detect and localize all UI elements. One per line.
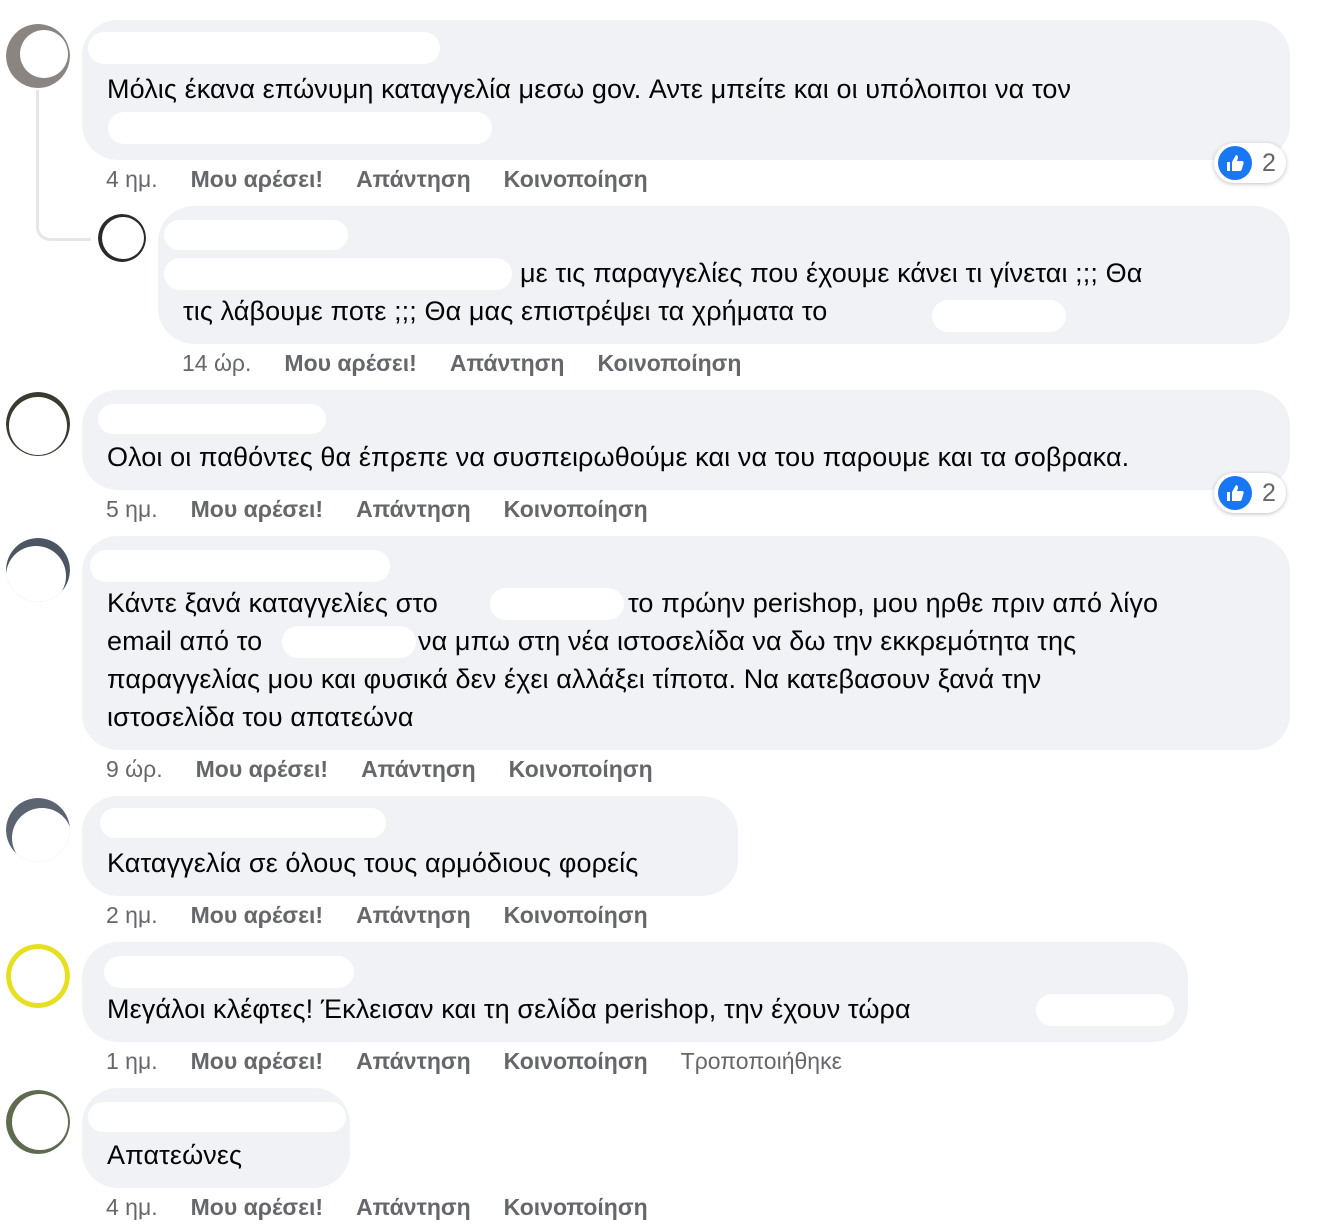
comment-timestamp[interactable]: 14 ώρ. (182, 350, 252, 376)
redacted-author-name (164, 220, 348, 250)
comment-text-line4: ιστοσελίδα του απατεώνα (107, 702, 414, 732)
share-button[interactable]: Κοινοποίηση (597, 350, 742, 376)
share-button[interactable]: Κοινοποίηση (503, 166, 648, 192)
comment-text: Μόλις έκανα επώνυμη καταγγελία μεσω gov. Αντε μπείτε και οι υπόλοιποι να τον (107, 74, 1072, 104)
redacted-author-name (98, 404, 326, 434)
share-button[interactable]: Κοινοποίηση (508, 756, 653, 782)
share-button[interactable]: Κοινοποίηση (503, 496, 648, 522)
avatar[interactable] (6, 1090, 70, 1154)
avatar[interactable] (6, 392, 70, 456)
comment-actions (106, 494, 648, 524)
like-button[interactable]: Μου αρέσει! (190, 496, 324, 522)
comment-text: Μεγάλοι κλέφτες! Έκλεισαν και τη σελίδα perishop, την έχουν τώρα (107, 994, 911, 1024)
comment-text-line1: με τις παραγγελίες που έχουμε κάνει τι γίνεται ;;; Θα (520, 258, 1143, 288)
comment-timestamp[interactable]: 9 ώρ. (106, 756, 163, 782)
reply-button[interactable]: Απάντηση (356, 166, 471, 192)
reply-button[interactable]: Απάντηση (361, 756, 476, 782)
redacted-text (282, 626, 416, 658)
comment-timestamp[interactable]: 1 ημ. (106, 1048, 158, 1074)
comment-text: Απατεώνες (107, 1140, 243, 1170)
redacted-text (164, 258, 512, 290)
comment-actions (106, 1192, 648, 1222)
like-button[interactable]: Μου αρέσει! (190, 902, 324, 928)
redacted-author-name (104, 956, 354, 988)
redacted-author-name (88, 32, 440, 64)
redacted-text (1036, 994, 1174, 1026)
reaction-count-number: 2 (1262, 478, 1276, 507)
comment-text-line2: τις λάβουμε ποτε ;;; Θα μας επιστρέψει τα χρήματα το (183, 296, 828, 326)
edited-label: Τροποποιήθηκε (680, 1048, 842, 1074)
like-reaction-icon (1218, 476, 1252, 510)
avatar-image (6, 538, 70, 602)
comment-bubble (82, 1088, 350, 1188)
comment-bubble (82, 536, 1290, 750)
avatar[interactable] (6, 944, 70, 1008)
comment-text: Καταγγελία σε όλους τους αρμόδιους φορείς (107, 848, 639, 878)
comment-text-line3: παραγγελίας μου και φυσικά δεν έχει αλλάξει τίποτα. Να κατεβασουν ξανά την (107, 664, 1042, 694)
reply-button[interactable]: Απάντηση (356, 496, 471, 522)
avatar-image (6, 944, 70, 1008)
comment-text-line1a: Κάντε ξανά καταγγελίες στο (107, 588, 438, 618)
reply-button[interactable]: Απάντηση (449, 350, 565, 376)
reaction-count-number: 2 (1262, 148, 1276, 177)
like-button[interactable]: Μου αρέσει! (190, 1194, 324, 1220)
redacted-text (108, 112, 492, 144)
reaction-count[interactable] (1214, 473, 1286, 513)
reaction-count[interactable] (1214, 143, 1286, 183)
reply-button[interactable]: Απάντηση (356, 1194, 471, 1220)
avatar-image (6, 392, 70, 456)
avatar[interactable] (98, 214, 146, 262)
comment-actions (106, 1046, 842, 1076)
comment-actions (106, 164, 648, 194)
reply-button[interactable]: Απάντηση (356, 902, 471, 928)
avatar-image (98, 214, 146, 262)
like-button[interactable]: Μου αρέσει! (284, 350, 417, 376)
redacted-author-name (90, 550, 390, 582)
avatar[interactable] (6, 798, 70, 862)
redacted-author-name (100, 808, 386, 838)
comment-timestamp[interactable]: 2 ημ. (106, 902, 158, 928)
share-button[interactable]: Κοινοποίηση (503, 902, 648, 928)
like-button[interactable]: Μου αρέσει! (190, 1048, 324, 1074)
reply-button[interactable]: Απάντηση (356, 1048, 471, 1074)
avatar[interactable] (6, 538, 70, 602)
comment-actions (106, 900, 648, 930)
comment-text-line2b: να μπω στη νέα ιστοσελίδα να δω την εκκρεμότητα της (418, 626, 1077, 656)
like-reaction-icon (1218, 146, 1252, 180)
comment-text-line2a: email από το (107, 626, 263, 656)
redacted-text (490, 588, 624, 620)
comment-text: Ολοι οι παθόντες θα έπρεπε να συσπειρωθούμε και να του παρουμε και τα σοβρακα. (107, 442, 1130, 472)
avatar[interactable] (6, 24, 70, 88)
avatar-image (6, 24, 70, 88)
comment-bubble (82, 20, 1290, 160)
share-button[interactable]: Κοινοποίηση (503, 1048, 648, 1074)
comment-timestamp[interactable]: 4 ημ. (106, 1194, 158, 1220)
comment-text-line1b: το πρώην perishop, μου ηρθε πριν από λίγο (628, 588, 1159, 618)
avatar-image (6, 1090, 70, 1154)
comment-timestamp[interactable]: 4 ημ. (106, 166, 158, 192)
comment-timestamp[interactable]: 5 ημ. (106, 496, 158, 522)
redacted-text (932, 300, 1066, 332)
share-button[interactable]: Κοινοποίηση (503, 1194, 648, 1220)
avatar-image (6, 798, 70, 862)
comment-bubble (82, 390, 1290, 490)
comment-actions (182, 348, 741, 378)
like-button[interactable]: Μου αρέσει! (190, 166, 324, 192)
comment-bubble (82, 796, 738, 896)
comment-bubble (158, 206, 1290, 344)
like-button[interactable]: Μου αρέσει! (195, 756, 329, 782)
comment-bubble (82, 942, 1188, 1042)
redacted-author-name (88, 1102, 346, 1132)
comment-actions (106, 754, 653, 784)
